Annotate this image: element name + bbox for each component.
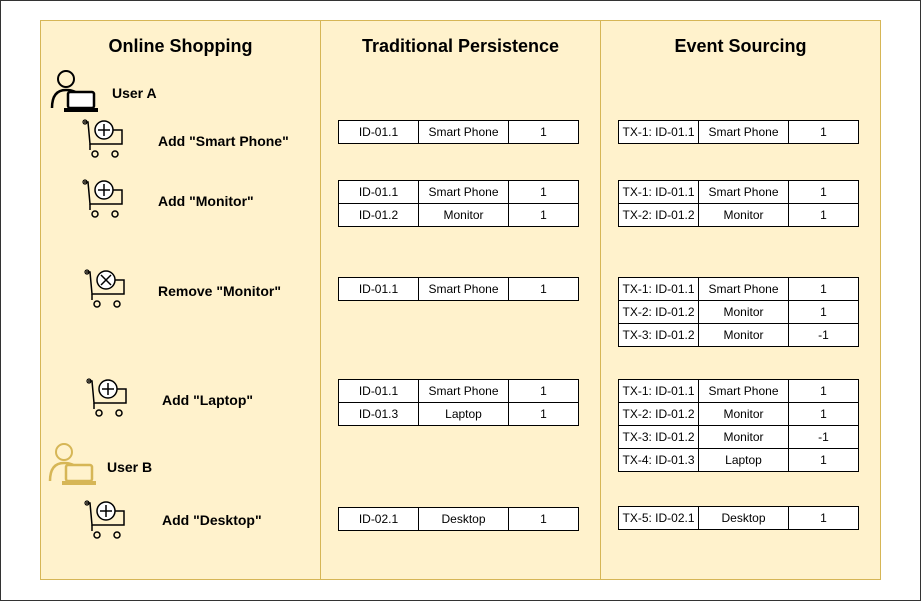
product-cell: Smart Phone bbox=[419, 181, 509, 204]
table-row bbox=[619, 403, 859, 426]
product-cell: Smart Phone bbox=[419, 380, 509, 403]
product-cell: Monitor bbox=[699, 426, 789, 449]
id-cell: ID-01.3 bbox=[339, 403, 419, 426]
table-row bbox=[619, 278, 859, 301]
action-add-laptop: Add "Laptop" bbox=[162, 392, 254, 408]
action-add-desktop: Add "Desktop" bbox=[162, 512, 262, 528]
product-cell: Smart Phone bbox=[699, 278, 789, 301]
id-cell: ID-01.1 bbox=[339, 278, 419, 301]
user-b-label: User B bbox=[107, 459, 153, 475]
quantity-cell: 1 bbox=[789, 204, 859, 227]
table-row bbox=[619, 507, 859, 530]
table-row bbox=[619, 449, 859, 472]
id-cell: ID-02.1 bbox=[339, 508, 419, 531]
id-cell: TX-1: ID-01.1 bbox=[619, 121, 699, 144]
table-row bbox=[339, 204, 579, 227]
quantity-cell: 1 bbox=[509, 121, 579, 144]
quantity-cell: 1 bbox=[789, 403, 859, 426]
quantity-cell: 1 bbox=[509, 380, 579, 403]
product-cell: Smart Phone bbox=[699, 380, 789, 403]
user-a-label: User A bbox=[112, 85, 157, 101]
product-cell: Smart Phone bbox=[699, 121, 789, 144]
quantity-cell: 1 bbox=[789, 301, 859, 324]
id-cell: TX-2: ID-01.2 bbox=[619, 301, 699, 324]
action-add-smart-phone: Add "Smart Phone" bbox=[158, 133, 289, 149]
product-cell: Monitor bbox=[699, 301, 789, 324]
table-row bbox=[339, 121, 579, 144]
id-cell: TX-1: ID-01.1 bbox=[619, 278, 699, 301]
traditional-table bbox=[338, 120, 579, 144]
event-table bbox=[618, 180, 859, 227]
quantity-cell: -1 bbox=[789, 324, 859, 347]
table-row bbox=[339, 278, 579, 301]
quantity-cell: 1 bbox=[789, 121, 859, 144]
product-cell: Smart Phone bbox=[419, 278, 509, 301]
id-cell: TX-4: ID-01.3 bbox=[619, 449, 699, 472]
table-row bbox=[339, 508, 579, 531]
table-row bbox=[339, 380, 579, 403]
cart-add-icon bbox=[86, 377, 132, 419]
quantity-cell: 1 bbox=[509, 278, 579, 301]
id-cell: ID-01.1 bbox=[339, 380, 419, 403]
event-table bbox=[618, 120, 859, 144]
id-cell: TX-3: ID-01.2 bbox=[619, 426, 699, 449]
table-row bbox=[619, 380, 859, 403]
event-table bbox=[618, 277, 859, 347]
action-remove-monitor: Remove "Monitor" bbox=[158, 283, 281, 299]
product-cell: Monitor bbox=[699, 403, 789, 426]
quantity-cell: 1 bbox=[509, 204, 579, 227]
product-cell: Smart Phone bbox=[419, 121, 509, 144]
user-b-icon bbox=[46, 441, 98, 489]
quantity-cell: 1 bbox=[509, 508, 579, 531]
user-a-icon bbox=[48, 68, 100, 116]
id-cell: TX-2: ID-01.2 bbox=[619, 204, 699, 227]
id-cell: ID-01.2 bbox=[339, 204, 419, 227]
cart-add-icon bbox=[82, 118, 128, 160]
cart-add-icon bbox=[82, 178, 128, 220]
table-row bbox=[619, 301, 859, 324]
quantity-cell: 1 bbox=[789, 278, 859, 301]
cart-remove-icon bbox=[84, 268, 130, 310]
title-event-sourcing: Event Sourcing bbox=[674, 36, 807, 56]
table-row bbox=[619, 121, 859, 144]
quantity-cell: -1 bbox=[789, 426, 859, 449]
product-cell: Monitor bbox=[699, 204, 789, 227]
product-cell: Monitor bbox=[419, 204, 509, 227]
action-add-monitor: Add "Monitor" bbox=[158, 193, 254, 209]
id-cell: ID-01.1 bbox=[339, 121, 419, 144]
quantity-cell: 1 bbox=[789, 507, 859, 530]
traditional-table bbox=[338, 277, 579, 301]
id-cell: TX-2: ID-01.2 bbox=[619, 403, 699, 426]
quantity-cell: 1 bbox=[509, 181, 579, 204]
product-cell: Smart Phone bbox=[699, 181, 789, 204]
product-cell: Laptop bbox=[699, 449, 789, 472]
table-row bbox=[619, 426, 859, 449]
traditional-table bbox=[338, 507, 579, 531]
quantity-cell: 1 bbox=[789, 380, 859, 403]
quantity-cell: 1 bbox=[509, 403, 579, 426]
event-table bbox=[618, 506, 859, 530]
table-row bbox=[619, 181, 859, 204]
table-row bbox=[339, 181, 579, 204]
product-cell: Desktop bbox=[419, 508, 509, 531]
event-table bbox=[618, 379, 859, 472]
product-cell: Laptop bbox=[419, 403, 509, 426]
id-cell: TX-3: ID-01.2 bbox=[619, 324, 699, 347]
id-cell: ID-01.1 bbox=[339, 181, 419, 204]
quantity-cell: 1 bbox=[789, 181, 859, 204]
table-row bbox=[619, 204, 859, 227]
title-traditional-persistence: Traditional Persistence bbox=[361, 36, 560, 56]
table-row bbox=[339, 403, 579, 426]
traditional-table bbox=[338, 379, 579, 426]
product-cell: Desktop bbox=[699, 507, 789, 530]
product-cell: Monitor bbox=[699, 324, 789, 347]
id-cell: TX-1: ID-01.1 bbox=[619, 181, 699, 204]
id-cell: TX-5: ID-02.1 bbox=[619, 507, 699, 530]
table-row bbox=[619, 324, 859, 347]
traditional-table bbox=[338, 180, 579, 227]
id-cell: TX-1: ID-01.1 bbox=[619, 380, 699, 403]
title-online-shopping: Online Shopping bbox=[108, 36, 253, 56]
quantity-cell: 1 bbox=[789, 449, 859, 472]
cart-add-icon bbox=[84, 499, 130, 541]
